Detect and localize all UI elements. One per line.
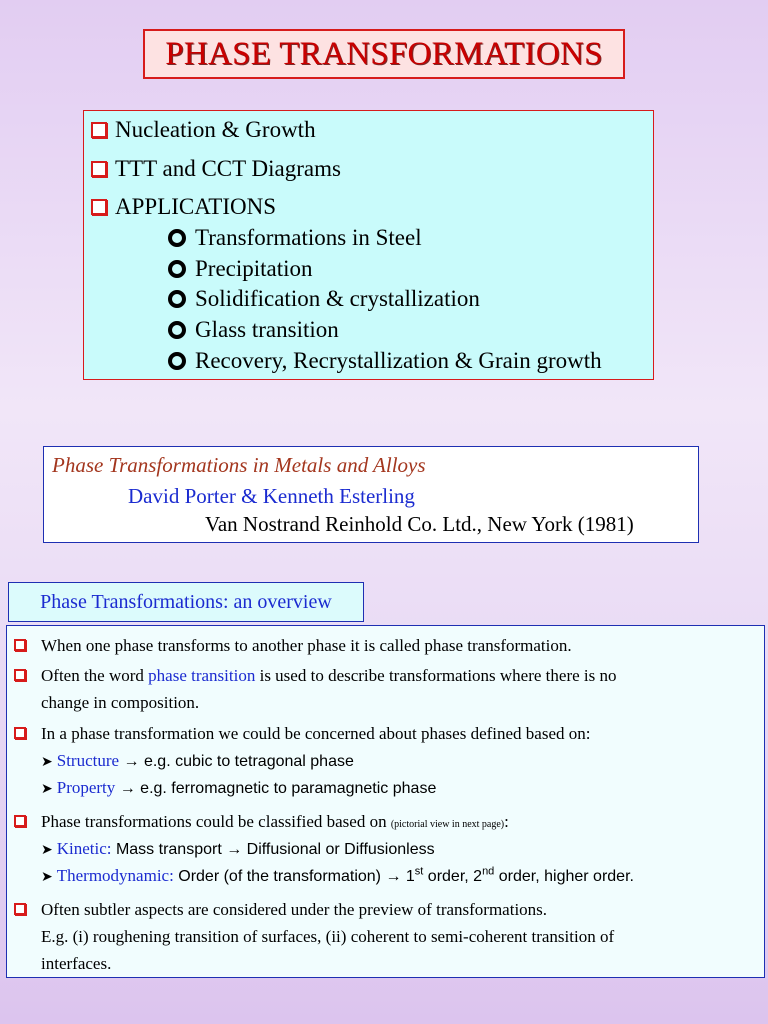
application-item xyxy=(168,348,602,374)
pictorial-note: (pictorial view in next page) xyxy=(390,819,505,830)
ring-bullet-icon xyxy=(168,260,186,278)
thermo-sup-1: st xyxy=(414,865,424,878)
arrowhead-bullet-icon: ➤ xyxy=(41,843,53,858)
topic-item xyxy=(91,194,276,220)
paragraph-5-continued: interfaces. xyxy=(41,954,112,973)
structure-item xyxy=(41,747,354,776)
overview-content xyxy=(6,625,765,978)
property-text: → e.g. ferromagnetic to paramagnetic phase xyxy=(115,780,437,797)
structure-label: Structure xyxy=(56,751,120,770)
topic-item xyxy=(91,117,316,143)
book-authors: David Porter & Kenneth Esterling xyxy=(128,484,415,508)
page-title: PHASE TRANSFORMATIONS xyxy=(165,35,603,72)
application-label: Transformations in Steel xyxy=(195,225,422,250)
topic-label: APPLICATIONS xyxy=(115,194,277,219)
book-publisher: Van Nostrand Reinhold Co. Ltd., New York (1981) xyxy=(205,512,634,536)
ring-bullet-icon xyxy=(168,321,186,339)
arrowhead-bullet-icon: ➤ xyxy=(41,782,53,797)
paragraph-2-text: is used to describe transformations where there is no xyxy=(255,666,617,685)
paragraph-2 xyxy=(41,662,617,689)
square-bullet-icon xyxy=(14,815,26,827)
paragraph-4-text: Phase transformations could be classified based on xyxy=(41,812,391,831)
thermodynamic-label: Thermodynamic: xyxy=(56,866,174,885)
application-label: Glass transition xyxy=(195,317,339,342)
thermo-text-a: Order (of the transformation) → 1 xyxy=(173,868,415,885)
overview-heading: Phase Transformations: an overview xyxy=(40,590,332,613)
topics-box xyxy=(83,110,654,380)
application-label: Solidification & crystallization xyxy=(195,286,480,311)
reference-box xyxy=(43,446,699,543)
paragraph-2-continued: change in composition. xyxy=(41,693,200,712)
ring-bullet-icon xyxy=(168,290,186,308)
structure-text: → e.g. cubic to tetragonal phase xyxy=(119,753,354,770)
paragraph-1: When one phase transforms to another phase it is called phase transformation. xyxy=(41,636,572,655)
kinetic-item xyxy=(41,835,435,864)
application-label: Recovery, Recrystallization & Grain growth xyxy=(195,348,602,373)
arrowhead-bullet-icon: ➤ xyxy=(41,870,53,885)
paragraph-4 xyxy=(41,808,509,838)
ring-bullet-icon xyxy=(168,352,186,370)
square-bullet-icon xyxy=(14,727,26,739)
overview-heading-box xyxy=(8,582,364,622)
square-bullet-icon xyxy=(91,161,107,177)
topic-item xyxy=(91,156,341,182)
square-bullet-icon xyxy=(14,669,26,681)
thermo-text-b: order, 2 xyxy=(423,868,483,885)
square-bullet-icon xyxy=(91,122,107,138)
square-bullet-icon xyxy=(91,199,107,215)
application-item xyxy=(168,286,480,312)
ring-bullet-icon xyxy=(168,229,186,247)
paragraph-3: In a phase transformation we could be concerned about phases defined based on: xyxy=(41,724,591,743)
application-label: Precipitation xyxy=(195,256,313,281)
application-item xyxy=(168,225,422,251)
paragraph-5: Often subtler aspects are considered under the preview of transformations. xyxy=(41,900,548,919)
thermodynamic-item xyxy=(41,862,634,891)
topic-label: Nucleation & Growth xyxy=(115,117,316,142)
title-box xyxy=(143,29,625,79)
application-item xyxy=(168,256,313,282)
thermodynamic-text xyxy=(173,865,634,885)
paragraph-2-text: Often the word xyxy=(41,666,149,685)
kinetic-label: Kinetic: xyxy=(56,839,112,858)
square-bullet-icon xyxy=(14,639,26,651)
property-item xyxy=(41,774,436,803)
phase-transition-term: phase transition xyxy=(148,666,256,685)
arrowhead-bullet-icon: ➤ xyxy=(41,755,53,770)
property-label: Property xyxy=(56,778,116,797)
kinetic-text: Mass transport → Diffusional or Diffusionless xyxy=(111,841,435,858)
thermo-sup-2: nd xyxy=(482,865,495,878)
paragraph-4-end: : xyxy=(504,812,509,831)
topic-label: TTT and CCT Diagrams xyxy=(115,156,341,181)
book-title: Phase Transformations in Metals and Alloys xyxy=(52,453,426,477)
square-bullet-icon xyxy=(14,903,26,915)
application-item xyxy=(168,317,339,343)
thermo-text-c: order, higher order. xyxy=(494,868,634,885)
paragraph-5-example: E.g. (i) roughening transition of surfaces, (ii) coherent to semi-coherent transition of xyxy=(41,927,615,946)
